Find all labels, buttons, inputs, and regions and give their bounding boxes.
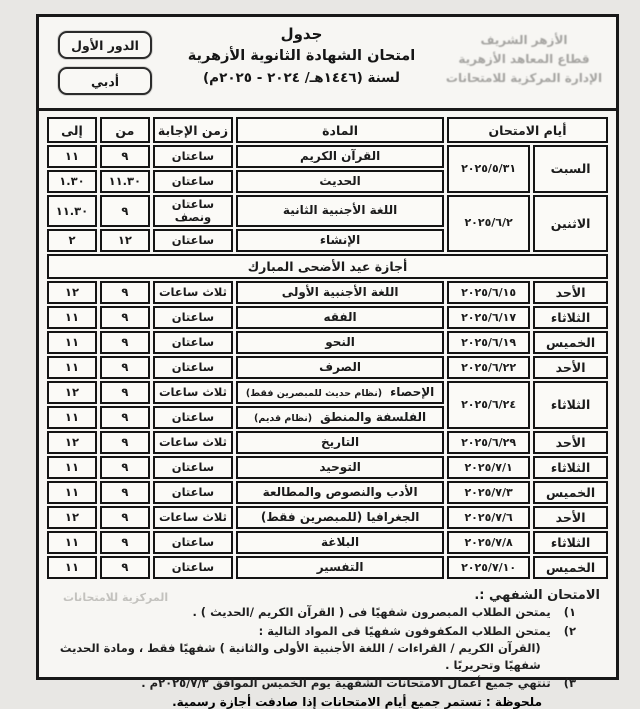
exam-day-cell: الأحد [533,431,608,454]
to-time-cell: ١٢ [47,506,97,529]
exam-day-cell: الخميس [533,556,608,579]
subject-note: (نظام قديم) [254,412,313,424]
document-frame [36,14,619,709]
exam-date-cell: ٢٠٢٥/٧/٨ [447,531,530,554]
from-time-cell: ١١.٣٠ [100,170,150,193]
exam-date-cell: ٢٠٢٥/٥/٣١ [447,145,530,193]
note-line: يمتحن الطلاب المبصرون شفهيًا فى ( القرآن الكريم /الحديث ) . [192,605,551,620]
to-time-cell: ١١ [47,456,97,479]
oral-notes-list [49,604,600,692]
to-time-cell: ١٢ [47,381,97,404]
from-time-cell: ٩ [100,456,150,479]
exam-day-cell: الاثنين [533,195,608,252]
org-stamp [440,23,608,103]
exam-date-cell: ٢٠٢٥/٧/٣ [447,481,530,504]
to-time-cell: ١١ [47,406,97,429]
note-item [49,675,600,692]
column-header-to: إلى [47,117,97,143]
table-row [47,431,608,454]
duration-cell: ساعتان [153,481,233,504]
subject-cell: النحو [236,331,444,354]
duration-cell: ساعتان [153,331,233,354]
subject-cell: التوحيد [236,456,444,479]
oral-exam-heading: الامتحان الشفهي :. [474,588,600,604]
duration-cell: ثلاث ساعات [153,431,233,454]
exam-day-cell: الثلاثاء [533,531,608,554]
subject-cell: الإحصاء(نظام حديث للمبصرين فقط) [236,381,444,404]
exam-date-cell: ٢٠٢٥/٧/٦ [447,506,530,529]
holiday-cell: أجازة عيد الأضحى المبارك [47,254,608,279]
from-time-cell: ١٢ [100,229,150,252]
to-time-cell: ١١ [47,356,97,379]
note-number: ٢) [563,623,576,638]
note-text [49,675,551,692]
exam-day-cell: الثلاثاء [533,456,608,479]
exam-date-cell: ٢٠٢٥/٦/٢٤ [447,381,530,429]
duration-cell: ساعتان [153,406,233,429]
to-time-cell: ١١.٣٠ [47,195,97,227]
from-time-cell: ٩ [100,195,150,227]
subject-cell: التاريخ [236,431,444,454]
duration-cell: ساعتان [153,356,233,379]
exam-date-cell: ٢٠٢٥/٦/١٧ [447,306,530,329]
duration-cell: ثلاث ساعات [153,281,233,304]
column-header-subject: المادة [236,117,444,143]
exam-date-cell: ٢٠٢٥/٧/١ [447,456,530,479]
note-line: (القرآن الكريم / القراءات / اللغة الأجنبية الأولى والثانية ) شفهيًا فقط ، ومادة الحديث شفهيًا وتحريريًا . [59,640,541,673]
exam-day-cell: الثلاثاء [533,306,608,329]
from-time-cell: ٩ [100,431,150,454]
from-time-cell: ٩ [100,356,150,379]
exam-day-cell: الثلاثاء [533,381,608,429]
subject-cell: اللغة الأجنبية الأولى [236,281,444,304]
subject-cell: الصرف [236,356,444,379]
duration-cell: ساعتان ونصف [153,195,233,227]
round-badge: الدور الأول [58,31,152,59]
to-time-cell: ١١ [47,531,97,554]
table-header-row [47,117,608,143]
column-header-from: من [100,117,150,143]
table-row [47,145,608,168]
stamp-watermark: المركزية للامتحانات [63,591,169,605]
exam-day-cell: السبت [533,145,608,193]
note-line: تنتهي جميع أعمال الامتحانات الشفهية يوم الخميس الموافق ٢٠٢٥/٧/٣م . [141,676,551,691]
header-badges [47,23,163,103]
exam-date-cell: ٢٠٢٥/٦/٢٢ [447,356,530,379]
exam-schedule-table [44,115,611,581]
column-header-duration: زمن الإجابة [153,117,233,143]
table-row [47,381,608,404]
subject-cell: البلاغة [236,531,444,554]
from-time-cell: ٩ [100,306,150,329]
exam-date-cell: ٢٠٢٥/٦/١٩ [447,331,530,354]
exam-date-cell: ٢٠٢٥/٦/١٥ [447,281,530,304]
from-time-cell: ٩ [100,281,150,304]
to-time-cell: ١٢ [47,281,97,304]
table-row [47,281,608,304]
note-item [49,623,600,675]
note-text [49,604,551,621]
note-text [49,623,551,675]
duration-cell: ثلاث ساعات [153,381,233,404]
org-line: قطاع المعاهد الأزهرية [458,52,590,67]
org-line: الأزهر الشريف [480,33,568,47]
from-time-cell: ٩ [100,406,150,429]
table-row [47,356,608,379]
oral-exam-notes [39,583,616,708]
table-row [47,195,608,227]
table-row [47,556,608,579]
duration-cell: ساعتان [153,556,233,579]
duration-cell: ساعتان [153,456,233,479]
subject-cell: الفلسفة والمنطق(نظام قديم) [236,406,444,429]
title-line-3: لسنة (١٤٤٦هـ/ ٢٠٢٤ - ٢٠٢٥م) [203,70,400,86]
subject-cell: الفقه [236,306,444,329]
to-time-cell: ١١ [47,556,97,579]
from-time-cell: ٩ [100,145,150,168]
duration-cell: ساعتان [153,229,233,252]
duration-cell: ثلاث ساعات [153,506,233,529]
table-row [47,331,608,354]
note-line: يمتحن الطلاب المكفوفون شفهيًا فى المواد التالية : [258,623,551,638]
to-time-cell: ١١ [47,331,97,354]
subject-note: (نظام حديث للمبصرين فقط) [245,387,383,399]
table-row [47,481,608,504]
from-time-cell: ٩ [100,506,150,529]
footnote: ملحوظة : تستمر جميع أيام الامتحانات إذا صادفت أجازة رسمية. [172,694,542,709]
duration-cell: ساعتان [153,170,233,193]
table-row [47,456,608,479]
subject-cell: الحديث [236,170,444,193]
to-time-cell: ١١ [47,145,97,168]
exam-day-cell: الأحد [533,356,608,379]
table-row [47,306,608,329]
note-number: ١) [563,605,576,620]
title-line-1: جدول [280,25,323,43]
exam-day-cell: الأحد [533,281,608,304]
holiday-row [47,254,608,279]
from-time-cell: ٩ [100,481,150,504]
title-line-2: امتحان الشهادة الثانوية الأزهرية [187,48,416,64]
table-row [47,531,608,554]
from-time-cell: ٩ [100,556,150,579]
column-header-days: أيام الامتحان [447,117,608,143]
to-time-cell: ١١ [47,306,97,329]
from-time-cell: ٩ [100,381,150,404]
exam-date-cell: ٢٠٢٥/٧/١٠ [447,556,530,579]
duration-cell: ساعتان [153,531,233,554]
subject-cell: التفسير [236,556,444,579]
document-header [39,17,616,111]
from-time-cell: ٩ [100,531,150,554]
subject-cell: اللغة الأجنبية الثانية [236,195,444,227]
note-number: ٣) [563,676,576,691]
document-title [163,23,440,103]
duration-cell: ساعتان [153,145,233,168]
to-time-cell: ١٢ [47,431,97,454]
to-time-cell: ١.٣٠ [47,170,97,193]
section-badge: أدبي [58,67,152,95]
exam-date-cell: ٢٠٢٥/٦/٢٩ [447,431,530,454]
duration-cell: ساعتان [153,306,233,329]
from-time-cell: ٩ [100,331,150,354]
subject-cell: القرآن الكريم [236,145,444,168]
to-time-cell: ٢ [47,229,97,252]
subject-cell: الجغرافيا (للمبصرين فقط) [236,506,444,529]
exam-date-cell: ٢٠٢٥/٦/٢ [447,195,530,252]
exam-day-cell: الخميس [533,481,608,504]
table-row [47,506,608,529]
org-line: الإدارة المركزية للامتحانات [445,71,603,86]
note-item [49,604,600,621]
subject-cell: الأدب والنصوص والمطالعة [236,481,444,504]
exam-day-cell: الخميس [533,331,608,354]
to-time-cell: ١١ [47,481,97,504]
subject-cell: الإنشاء [236,229,444,252]
exam-day-cell: الأحد [533,506,608,529]
